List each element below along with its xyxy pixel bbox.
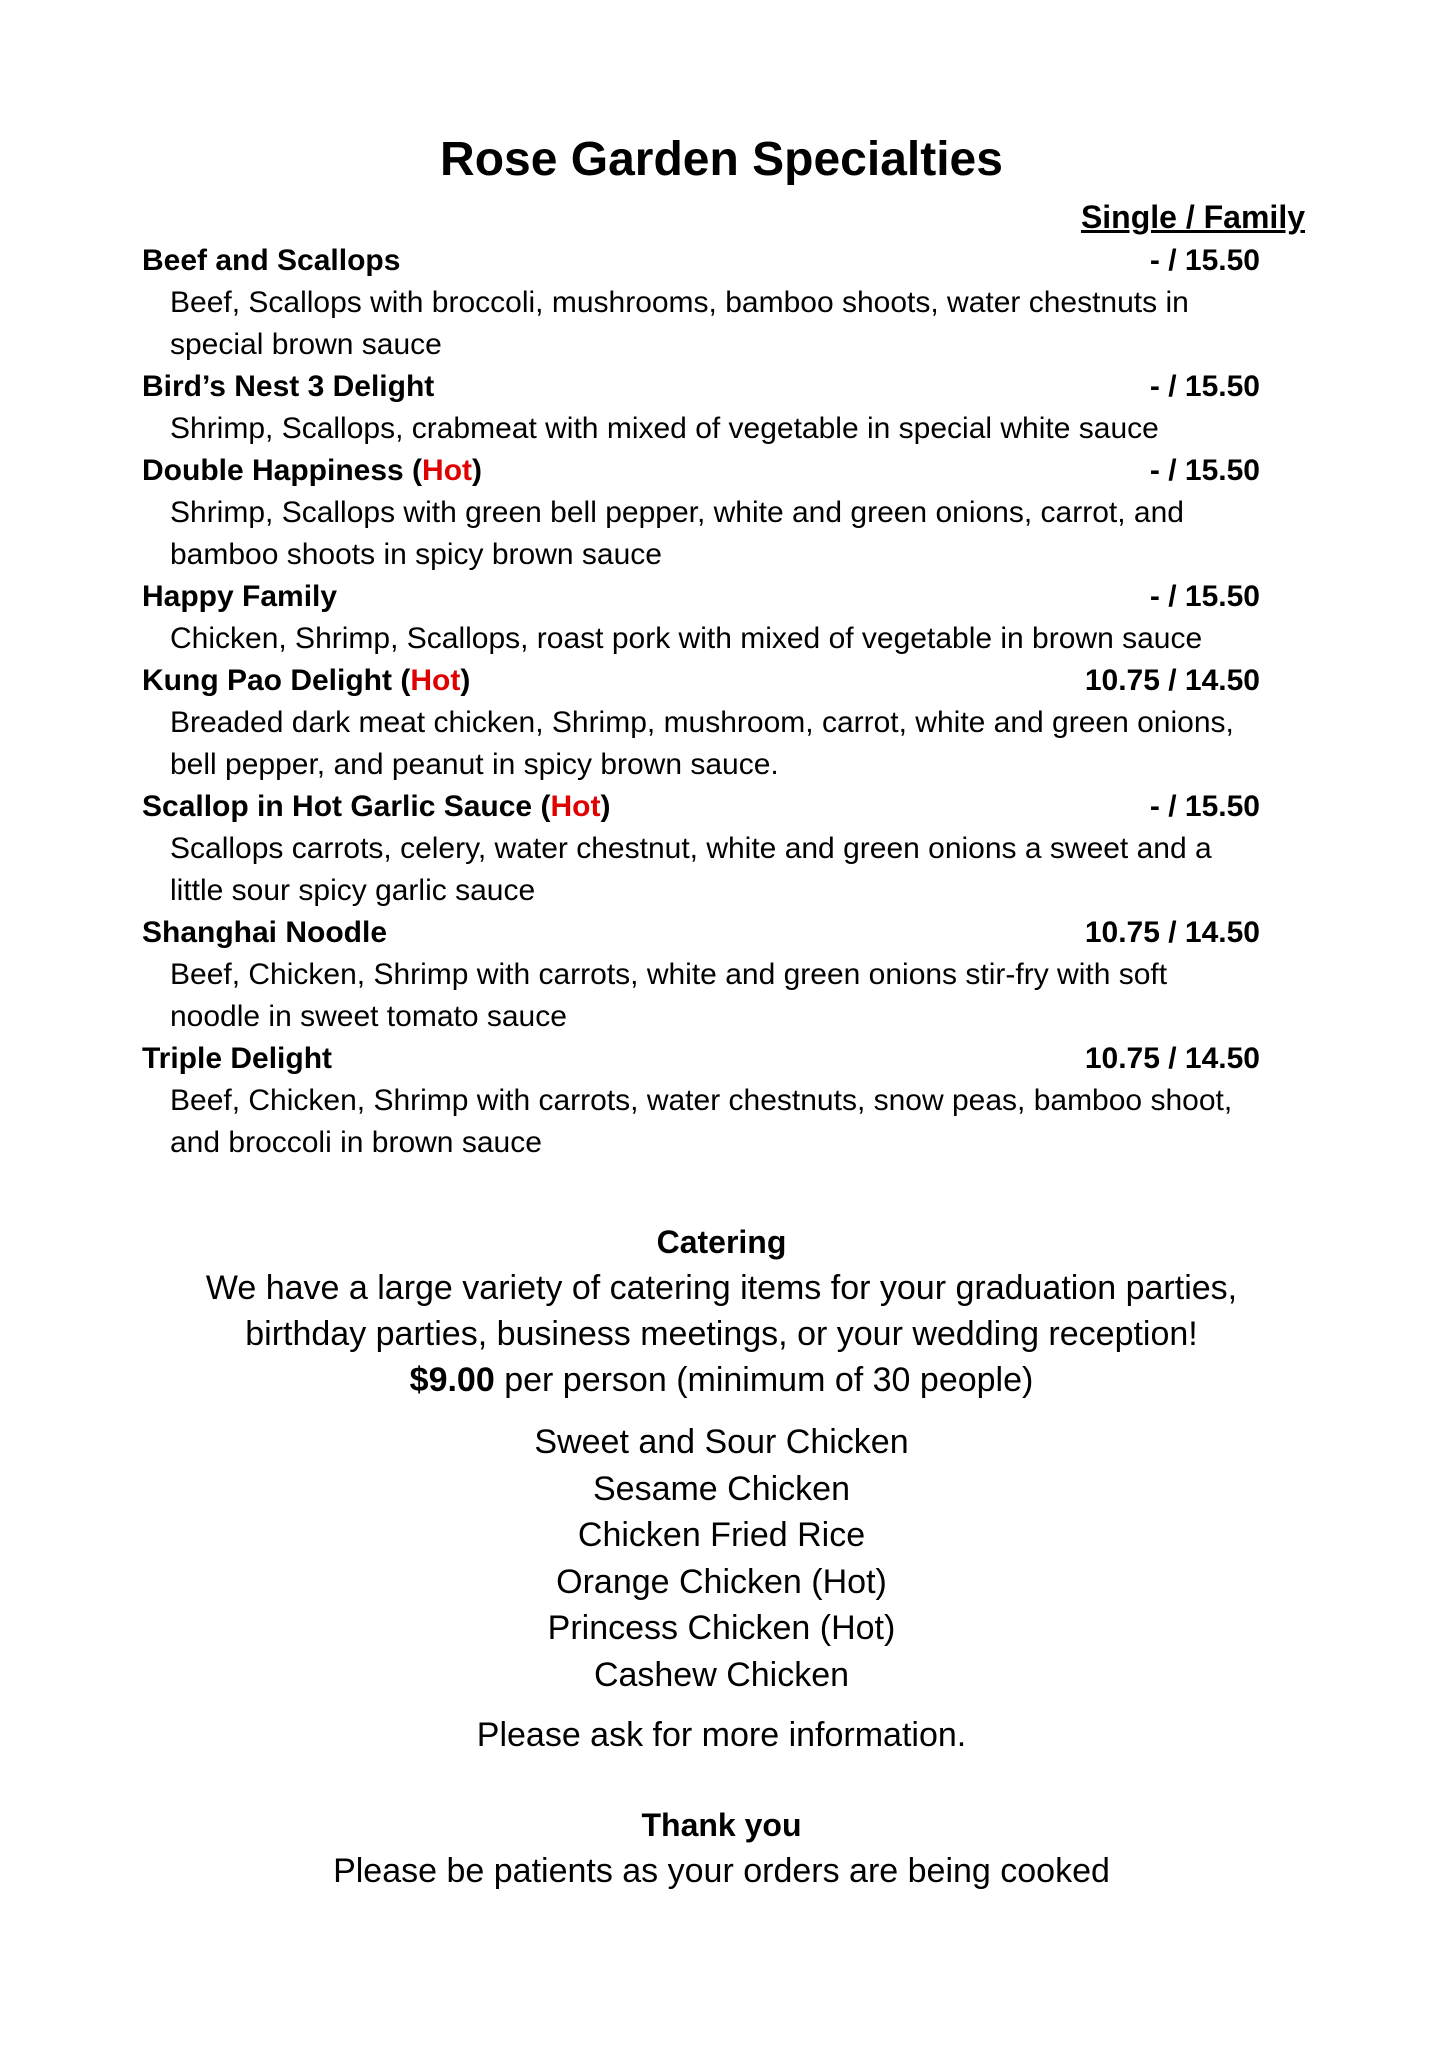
menu-item-name: Double Happiness (	[142, 454, 423, 487]
thank-you-title: Thank you	[641, 1807, 802, 1843]
menu-item-header	[142, 450, 1302, 492]
hot-label-close-paren: )	[472, 454, 483, 487]
hot-label: Hot	[422, 454, 473, 487]
hot-label: Hot	[410, 664, 461, 697]
menu-item-header	[142, 240, 1302, 282]
menu-item-description: Breaded dark meat chicken, Shrimp, mushroom, carrot, white and green onions, bell pepper, and peanut in spicy brown sauce.	[170, 706, 1234, 781]
menu-item-name: Shanghai Noodle	[142, 916, 388, 949]
menu-item	[142, 912, 1302, 1038]
menu-item-name-line	[142, 366, 434, 408]
menu-item-header	[142, 660, 1302, 702]
price-column-header: Single / Family	[1080, 199, 1305, 235]
catering-dish: Sweet and Sour Chicken	[534, 1423, 909, 1461]
menu-item-name-line	[142, 576, 337, 618]
menu-item-description: Beef, Scallops with broccoli, mushrooms, bamboo shoots, water chestnuts in special brown sauce	[170, 286, 1189, 361]
hot-label-close-paren: )	[460, 664, 471, 697]
menu-item-price: 10.75 / 14.50	[1084, 664, 1260, 697]
catering-dish: Princess Chicken (Hot)	[547, 1609, 896, 1647]
menu-item-header	[142, 912, 1302, 954]
menu-item-description: Beef, Chicken, Shrimp with carrots, white and green onions stir-fry with soft noodle in sweet tomato sauce	[170, 958, 1168, 1033]
menu-item-name-line	[142, 660, 470, 702]
menu-item	[142, 450, 1302, 576]
menu-item-name: Triple Delight	[142, 1042, 333, 1075]
menu-item	[142, 576, 1302, 660]
menu-item	[142, 786, 1302, 912]
catering-section	[0, 1219, 1443, 1894]
catering-dish: Orange Chicken (Hot)	[556, 1562, 887, 1601]
menu-item-description: Chicken, Shrimp, Scallops, roast pork with mixed of vegetable in brown sauce	[170, 622, 1203, 655]
hot-label: Hot	[550, 790, 601, 823]
menu-item-description: Beef, Chicken, Shrimp with carrots, water chestnuts, snow peas, bamboo shoot, and broccoli in brown sauce	[170, 1084, 1233, 1159]
menu-item-name: Happy Family	[142, 580, 338, 613]
menu-item-name-line	[142, 240, 400, 282]
menu-item-name-line	[142, 912, 387, 954]
hot-label-close-paren: )	[600, 790, 611, 823]
menu-item-header	[142, 576, 1302, 618]
menu-item	[142, 240, 1302, 366]
menu-item-price: - / 15.50	[1149, 790, 1260, 823]
menu-item-name: Bird’s Nest 3 Delight	[142, 370, 435, 403]
menu-item-description: Shrimp, Scallops with green bell pepper, white and green onions, carrot, and bamboo shoots in spicy brown sauce	[170, 496, 1184, 571]
catering-dish: Chicken Fried Rice	[577, 1516, 866, 1554]
menu-item-description: Shrimp, Scallops, crabmeat with mixed of vegetable in special white sauce	[170, 412, 1159, 445]
menu-item-name: Kung Pao Delight (	[142, 664, 411, 697]
specialties-menu	[142, 240, 1302, 1164]
menu-item-header	[142, 366, 1302, 408]
menu-item-header	[142, 786, 1302, 828]
catering-price: $9.00	[409, 1361, 495, 1399]
catering-dish: Cashew Chicken	[593, 1655, 850, 1694]
catering-price-line	[0, 1357, 1443, 1403]
more-info-note: Please ask for more information.	[476, 1716, 967, 1754]
menu-item-name-line	[142, 786, 610, 828]
menu-item-name: Scallop in Hot Garlic Sauce (	[142, 790, 551, 823]
menu-item-price: - / 15.50	[1149, 580, 1260, 613]
menu-item	[142, 366, 1302, 450]
catering-description: We have a large variety of catering items for your graduation parties, birthday parties, business meetings, or your wedding reception!	[205, 1269, 1238, 1353]
menu-item-price: 10.75 / 14.50	[1084, 1042, 1260, 1075]
menu-item-name: Beef and Scallops	[142, 244, 401, 277]
menu-item	[142, 1038, 1302, 1164]
page-title: Rose Garden Specialties	[440, 133, 1003, 186]
catering-title: Catering	[656, 1224, 787, 1260]
menu-item-description: Scallops carrots, celery, water chestnut, white and green onions a sweet and a little sour spicy garlic sauce	[170, 832, 1212, 907]
menu-item-name-line	[142, 1038, 332, 1080]
catering-price-note: per person (minimum of 30 people)	[494, 1361, 1034, 1399]
menu-item	[142, 660, 1302, 786]
menu-item-name-line	[142, 450, 482, 492]
thank-you-text: Please be patients as your orders are being cooked	[333, 1852, 1110, 1890]
menu-item-price: - / 15.50	[1149, 454, 1260, 487]
menu-item-price: 10.75 / 14.50	[1084, 916, 1260, 949]
menu-item-header	[142, 1038, 1302, 1080]
catering-dish: Sesame Chicken	[592, 1469, 850, 1508]
menu-item-price: - / 15.50	[1149, 244, 1260, 277]
catering-dish-list	[0, 1419, 1443, 1698]
menu-item-price: - / 15.50	[1149, 370, 1260, 403]
